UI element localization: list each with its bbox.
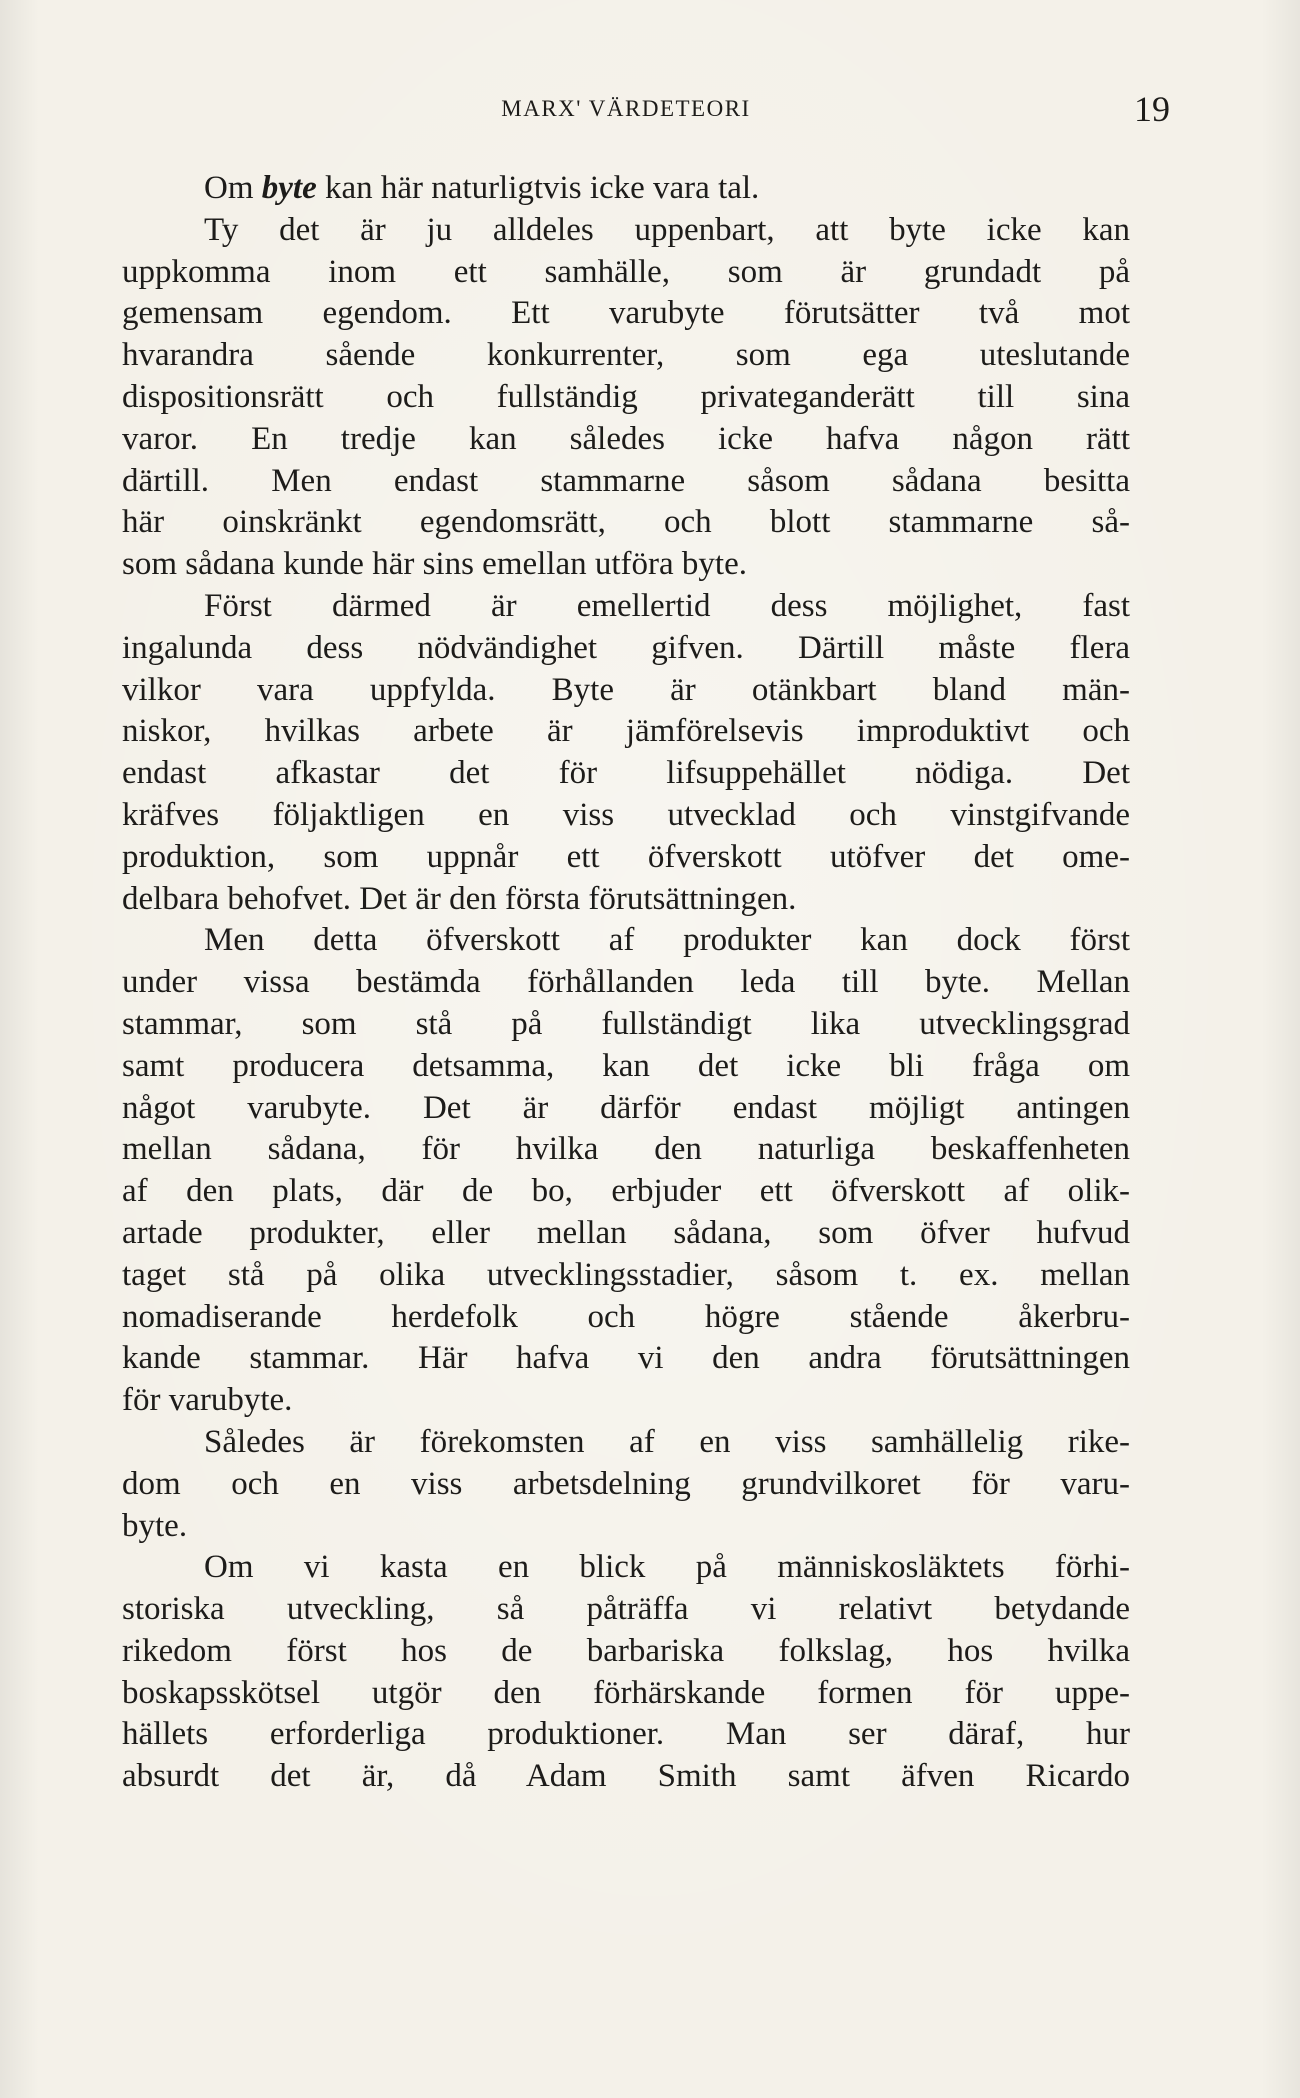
body-text	[122, 168, 1130, 1798]
text-line: dom och en viss arbetsdelning grundvilkoret för varu-	[122, 1465, 1130, 1502]
text-line: produktion, som uppnår ett öfverskott utöfver det ome-	[122, 838, 1130, 875]
text-line: storiska utveckling, så påträffa vi relativt betydande	[122, 1591, 1130, 1628]
text-line: mellan sådana, för hvilka den naturliga beskaffenheten	[122, 1131, 1130, 1168]
text-line: hällets erforderliga produktioner. Man ser däraf, hur	[122, 1716, 1130, 1753]
text-line: absurdt det är, då Adam Smith samt äfven Ricardo	[122, 1758, 1130, 1795]
text-line: endast afkastar det för lifsuppehället nödiga. Det	[122, 755, 1130, 792]
text-line: nomadiserande herdefolk och högre stående åkerbru-	[122, 1298, 1130, 1335]
text-line: gemensam egendom. Ett varubyte förutsätter två mot	[122, 295, 1130, 332]
page-number: 19	[1134, 89, 1170, 129]
text-line: något varubyte. Det är därför endast möjligt antingen	[122, 1089, 1130, 1126]
text-line: Således är förekomsten af en viss samhällelig rike-	[204, 1423, 1130, 1460]
text-line: under vissa bestämda förhållanden leda till byte. Mellan	[122, 964, 1130, 1001]
text-line: här oinskränkt egendomsrätt, och blott stammarne så-	[122, 504, 1130, 541]
text-line: taget stå på olika utvecklingsstadier, såsom t. ex. mellan	[122, 1256, 1130, 1293]
text-line: af den plats, där de bo, erbjuder ett öfverskott af olik-	[122, 1173, 1130, 1210]
page-header	[122, 89, 1170, 132]
text-line: delbara behofvet. Det är den första förutsättningen.	[122, 880, 797, 917]
text-line: hvarandra sående konkurrenter, som ega uteslutande	[122, 337, 1130, 374]
text-line: boskapsskötsel utgör den förhärskande formen för uppe-	[122, 1674, 1130, 1711]
text-line: kande stammar. Här hafva vi den andra förutsättningen	[122, 1340, 1130, 1377]
text-line	[122, 168, 1130, 210]
text-line: varor. En tredje kan således icke hafva någon rätt	[122, 420, 1130, 457]
text-line: uppkomma inom ett samhälle, som är grundadt på	[122, 253, 1130, 290]
text-line: stammar, som stå på fullständigt lika utvecklingsgrad	[122, 1005, 1130, 1042]
text-line: för varubyte.	[122, 1382, 293, 1419]
text-segment: Om	[204, 170, 262, 206]
text-line: dispositionsrätt och fullständig privateganderätt till sina	[122, 378, 1130, 415]
text-line: kräfves följaktligen en viss utvecklad och vinstgifvande	[122, 796, 1130, 833]
text-line: därtill. Men endast stammarne såsom sådana besitta	[122, 462, 1130, 499]
running-head: MARX' VÄRDETEORI	[501, 96, 751, 121]
text-line: byte.	[122, 1507, 188, 1544]
emphasized-word: byte	[261, 170, 317, 206]
text-line: rikedom först hos de barbariska folkslag, hos hvilka	[122, 1632, 1130, 1669]
text-line: vilkor vara uppfylda. Byte är otänkbart bland män-	[122, 671, 1130, 708]
text-line: niskor, hvilkas arbete är jämförelsevis improduktivt och	[122, 713, 1130, 750]
text-line: samt producera detsamma, kan det icke bli fråga om	[122, 1047, 1130, 1084]
text-segment: kan här naturligtvis icke vara tal.	[316, 170, 760, 206]
text-line: Först därmed är emellertid dess möjlighet, fast	[204, 587, 1130, 624]
text-line: ingalunda dess nödvändighet gifven. Därtill måste flera	[122, 629, 1130, 666]
text-line: som sådana kunde här sins emellan utföra byte.	[122, 546, 747, 583]
text-line: artade produkter, eller mellan sådana, som öfver hufvud	[122, 1214, 1130, 1251]
text-line: Ty det är ju alldeles uppenbart, att byte icke kan	[204, 211, 1130, 248]
text-line: Om vi kasta en blick på människosläktets förhi-	[204, 1549, 1130, 1586]
text-line: Men detta öfverskott af produkter kan dock först	[204, 922, 1130, 959]
